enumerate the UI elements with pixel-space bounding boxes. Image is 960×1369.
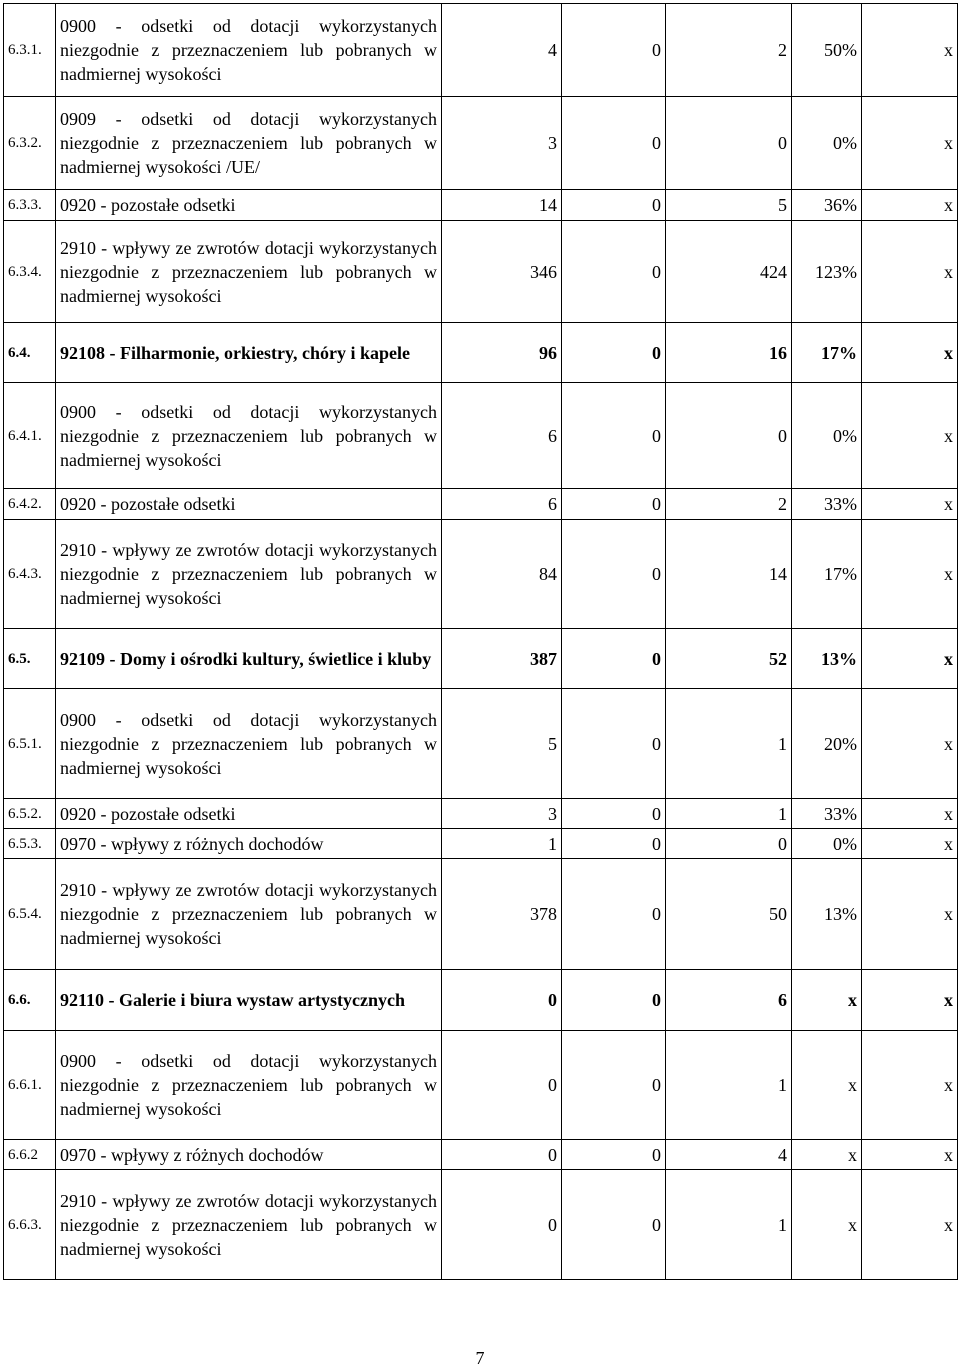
percent-value: 50% [792, 4, 862, 97]
table-row [4, 383, 958, 489]
plan-value: 387 [442, 629, 562, 689]
plan-value: 84 [442, 520, 562, 629]
row-number: 6.3.4. [4, 221, 56, 323]
executed-value: 1 [666, 1170, 792, 1280]
percent-value: 13% [792, 859, 862, 970]
change-value: 0 [562, 970, 666, 1031]
executed-value: 424 [666, 221, 792, 323]
executed-value: 0 [666, 97, 792, 190]
percent-value: 33% [792, 489, 862, 520]
percent-value: 20% [792, 689, 862, 799]
structure-value: x [862, 970, 958, 1031]
row-number: 6.3.2. [4, 97, 56, 190]
executed-value: 6 [666, 970, 792, 1031]
row-description: 92110 - Galerie i biura wystaw artystycznych [56, 970, 442, 1031]
structure-value: x [862, 190, 958, 221]
executed-value: 1 [666, 1031, 792, 1140]
change-value: 0 [562, 323, 666, 383]
structure-value: x [862, 520, 958, 629]
table-row [4, 1170, 958, 1280]
row-number: 6.5.4. [4, 859, 56, 970]
row-number: 6.5.2. [4, 799, 56, 829]
percent-value: 0% [792, 829, 862, 859]
row-description: 0920 - pozostałe odsetki [56, 799, 442, 829]
budget-table [3, 3, 958, 1280]
change-value: 0 [562, 1140, 666, 1170]
percent-value: 0% [792, 383, 862, 489]
percent-value: x [792, 1170, 862, 1280]
row-description: 0900 - odsetki od dotacji wykorzystanych niezgodnie z przeznaczeniem lub pobranych w nadmiernej wysokości [56, 4, 442, 97]
plan-value: 4 [442, 4, 562, 97]
table-row [4, 4, 958, 97]
plan-value: 0 [442, 1031, 562, 1140]
row-number: 6.4.1. [4, 383, 56, 489]
row-description: 92109 - Domy i ośrodki kultury, świetlice i kluby [56, 629, 442, 689]
percent-value: x [792, 1140, 862, 1170]
row-description: 0920 - pozostałe odsetki [56, 489, 442, 520]
plan-value: 1 [442, 829, 562, 859]
plan-value: 14 [442, 190, 562, 221]
executed-value: 0 [666, 829, 792, 859]
table-row [4, 190, 958, 221]
percent-value: x [792, 970, 862, 1031]
change-value: 0 [562, 859, 666, 970]
page-number: 7 [475, 1348, 485, 1368]
row-description: 92108 - Filharmonie, orkiestry, chóry i kapele [56, 323, 442, 383]
structure-value: x [862, 629, 958, 689]
row-description: 0900 - odsetki od dotacji wykorzystanych niezgodnie z przeznaczeniem lub pobranych w nadmiernej wysokości [56, 1031, 442, 1140]
structure-value: x [862, 689, 958, 799]
structure-value: x [862, 489, 958, 520]
plan-value: 3 [442, 799, 562, 829]
row-number: 6.4.2. [4, 489, 56, 520]
row-description: 2910 - wpływy ze zwrotów dotacji wykorzystanych niezgodnie z przeznaczeniem lub pobranych w nadmiernej wysokości [56, 520, 442, 629]
percent-value: x [792, 1031, 862, 1140]
executed-value: 16 [666, 323, 792, 383]
table-row [4, 859, 958, 970]
row-number: 6.6. [4, 970, 56, 1031]
table-row [4, 323, 958, 383]
change-value: 0 [562, 1170, 666, 1280]
executed-value: 1 [666, 689, 792, 799]
structure-value: x [862, 97, 958, 190]
structure-value: x [862, 383, 958, 489]
row-number: 6.5.3. [4, 829, 56, 859]
percent-value: 17% [792, 520, 862, 629]
row-number: 6.4.3. [4, 520, 56, 629]
row-number: 6.3.1. [4, 4, 56, 97]
table-row [4, 1140, 958, 1170]
structure-value: x [862, 323, 958, 383]
change-value: 0 [562, 190, 666, 221]
row-number: 6.6.3. [4, 1170, 56, 1280]
percent-value: 13% [792, 629, 862, 689]
structure-value: x [862, 4, 958, 97]
percent-value: 17% [792, 323, 862, 383]
change-value: 0 [562, 520, 666, 629]
plan-value: 0 [442, 1140, 562, 1170]
change-value: 0 [562, 689, 666, 799]
executed-value: 52 [666, 629, 792, 689]
change-value: 0 [562, 799, 666, 829]
row-number: 6.6.2 [4, 1140, 56, 1170]
executed-value: 50 [666, 859, 792, 970]
structure-value: x [862, 221, 958, 323]
executed-value: 2 [666, 489, 792, 520]
structure-value: x [862, 859, 958, 970]
structure-value: x [862, 799, 958, 829]
plan-value: 5 [442, 689, 562, 799]
table-row [4, 689, 958, 799]
row-description: 0909 - odsetki od dotacji wykorzystanych niezgodnie z przeznaczeniem lub pobranych w nadmiernej wysokości /UE/ [56, 97, 442, 190]
table-row [4, 829, 958, 859]
table-row [4, 1031, 958, 1140]
row-description: 2910 - wpływy ze zwrotów dotacji wykorzystanych niezgodnie z przeznaczeniem lub pobranych w nadmiernej wysokości [56, 1170, 442, 1280]
structure-value: x [862, 829, 958, 859]
executed-value: 14 [666, 520, 792, 629]
change-value: 0 [562, 629, 666, 689]
executed-value: 0 [666, 383, 792, 489]
executed-value: 4 [666, 1140, 792, 1170]
percent-value: 36% [792, 190, 862, 221]
row-number: 6.5. [4, 629, 56, 689]
percent-value: 33% [792, 799, 862, 829]
change-value: 0 [562, 1031, 666, 1140]
plan-value: 0 [442, 970, 562, 1031]
executed-value: 2 [666, 4, 792, 97]
plan-value: 6 [442, 383, 562, 489]
change-value: 0 [562, 383, 666, 489]
row-number: 6.3.3. [4, 190, 56, 221]
table-row [4, 799, 958, 829]
plan-value: 96 [442, 323, 562, 383]
structure-value: x [862, 1140, 958, 1170]
plan-value: 0 [442, 1170, 562, 1280]
row-description: 0900 - odsetki od dotacji wykorzystanych niezgodnie z przeznaczeniem lub pobranych w nadmiernej wysokości [56, 383, 442, 489]
executed-value: 5 [666, 190, 792, 221]
change-value: 0 [562, 4, 666, 97]
table-row [4, 97, 958, 190]
row-number: 6.5.1. [4, 689, 56, 799]
structure-value: x [862, 1170, 958, 1280]
plan-value: 6 [442, 489, 562, 520]
table-row [4, 489, 958, 520]
row-description: 0920 - pozostałe odsetki [56, 190, 442, 221]
row-number: 6.6.1. [4, 1031, 56, 1140]
percent-value: 0% [792, 97, 862, 190]
change-value: 0 [562, 829, 666, 859]
row-description: 0970 - wpływy z różnych dochodów [56, 1140, 442, 1170]
change-value: 0 [562, 489, 666, 520]
row-description: 2910 - wpływy ze zwrotów dotacji wykorzystanych niezgodnie z przeznaczeniem lub pobranych w nadmiernej wysokości [56, 859, 442, 970]
table-row [4, 970, 958, 1031]
plan-value: 346 [442, 221, 562, 323]
table-row [4, 629, 958, 689]
change-value: 0 [562, 221, 666, 323]
row-description: 0900 - odsetki od dotacji wykorzystanych niezgodnie z przeznaczeniem lub pobranych w nadmiernej wysokości [56, 689, 442, 799]
row-number: 6.4. [4, 323, 56, 383]
structure-value: x [862, 1031, 958, 1140]
row-description: 2910 - wpływy ze zwrotów dotacji wykorzystanych niezgodnie z przeznaczeniem lub pobranych w nadmiernej wysokości [56, 221, 442, 323]
executed-value: 1 [666, 799, 792, 829]
table-row [4, 520, 958, 629]
plan-value: 378 [442, 859, 562, 970]
change-value: 0 [562, 97, 666, 190]
table-row [4, 221, 958, 323]
percent-value: 123% [792, 221, 862, 323]
row-description: 0970 - wpływy z różnych dochodów [56, 829, 442, 859]
plan-value: 3 [442, 97, 562, 190]
